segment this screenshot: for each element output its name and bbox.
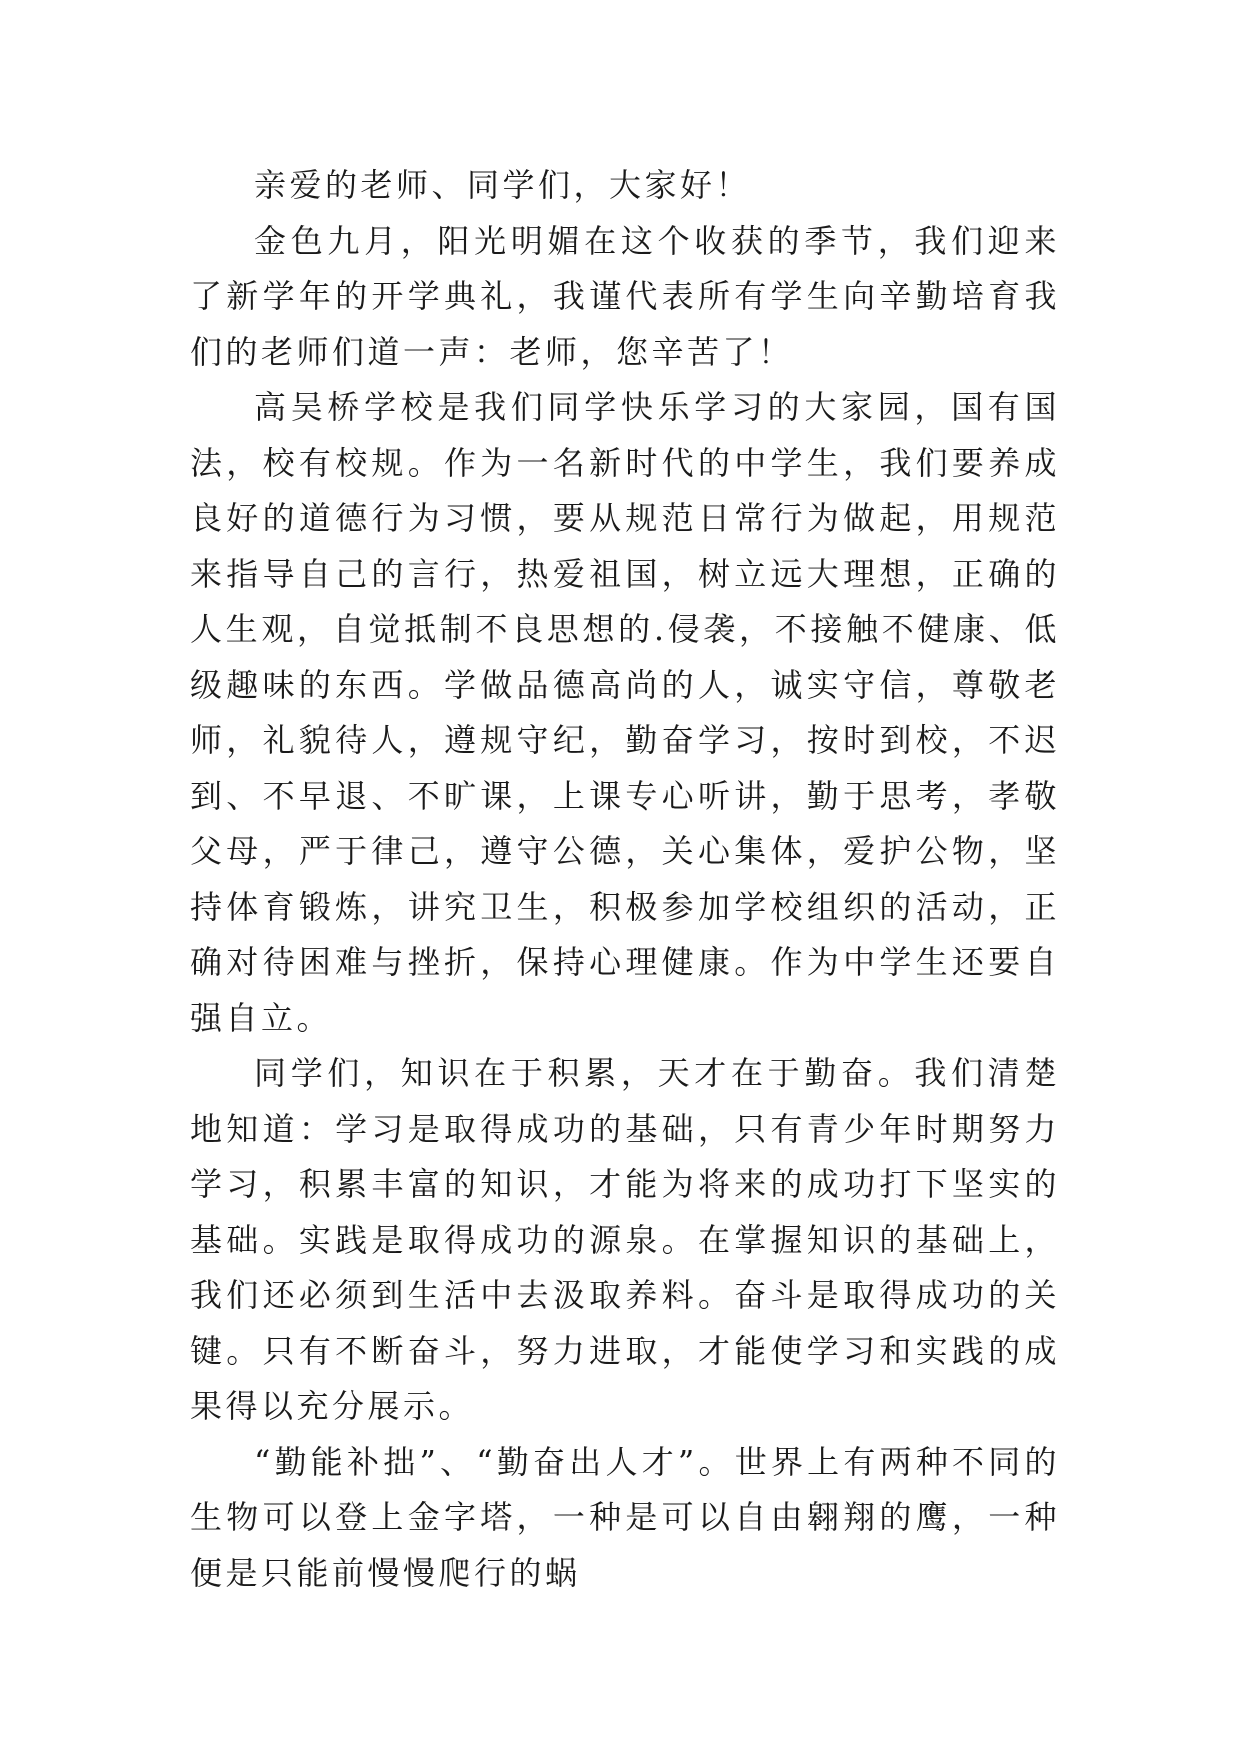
paragraph-school-rules: 高吴桥学校是我们同学快乐学习的大家园，国有国法，校有校规。作为一名新时代的中学生，我们要养成良好的道德行为习惯，要从规范日常行为做起，用规范来指导自己的言行，热爱祖国，树立远大理想，正确的人生观，自觉抵制不良思想的.侵袭，不接触不健康、低级趣味的东西。学做品德高尚的人，诚实守信，尊敬老师，礼貌待人，遵规守纪，勤奋学习，按时到校，不迟到、不早退、不旷课，上课专心听讲，勤于思考，孝敬父母，严于律己，遵守公德，关心集体，爱护公物，坚持体育锻炼，讲究卫生，积极参加学校组织的活动，正确对待困难与挫折，保持心理健康。作为中学生还要自强自立。 — [190, 388, 1060, 1037]
paragraph-opening-ceremony: 金色九月，阳光明媚在这个收获的季节，我们迎来了新学年的开学典礼，我谨代表所有学生向辛勤培育我们的老师们道一声：老师，您辛苦了！ — [190, 221, 1060, 371]
document-body — [190, 158, 1060, 1601]
greeting-paragraph: 亲爱的老师、同学们，大家好！ — [254, 166, 752, 204]
paragraph-knowledge-diligence: 同学们，知识在于积累，天才在于勤奋。我们清楚地知道：学习是取得成功的基础，只有青少年时期努力学习，积累丰富的知识，才能为将来的成功打下坚实的基础。实践是取得成功的源泉。在掌握知识的基础上，我们还必须到生活中去汲取养料。奋斗是取得成功的关键。只有不断奋斗，努力进取，才能使学习和实践的成果得以充分展示。 — [190, 1054, 1060, 1425]
paragraph-diligence-proverb: “勤能补拙”、“勤奋出人才”。世界上有两种不同的生物可以登上金字塔，一种是可以自由翱翔的鹰，一种便是只能前慢慢爬行的蜗 — [190, 1442, 1060, 1592]
